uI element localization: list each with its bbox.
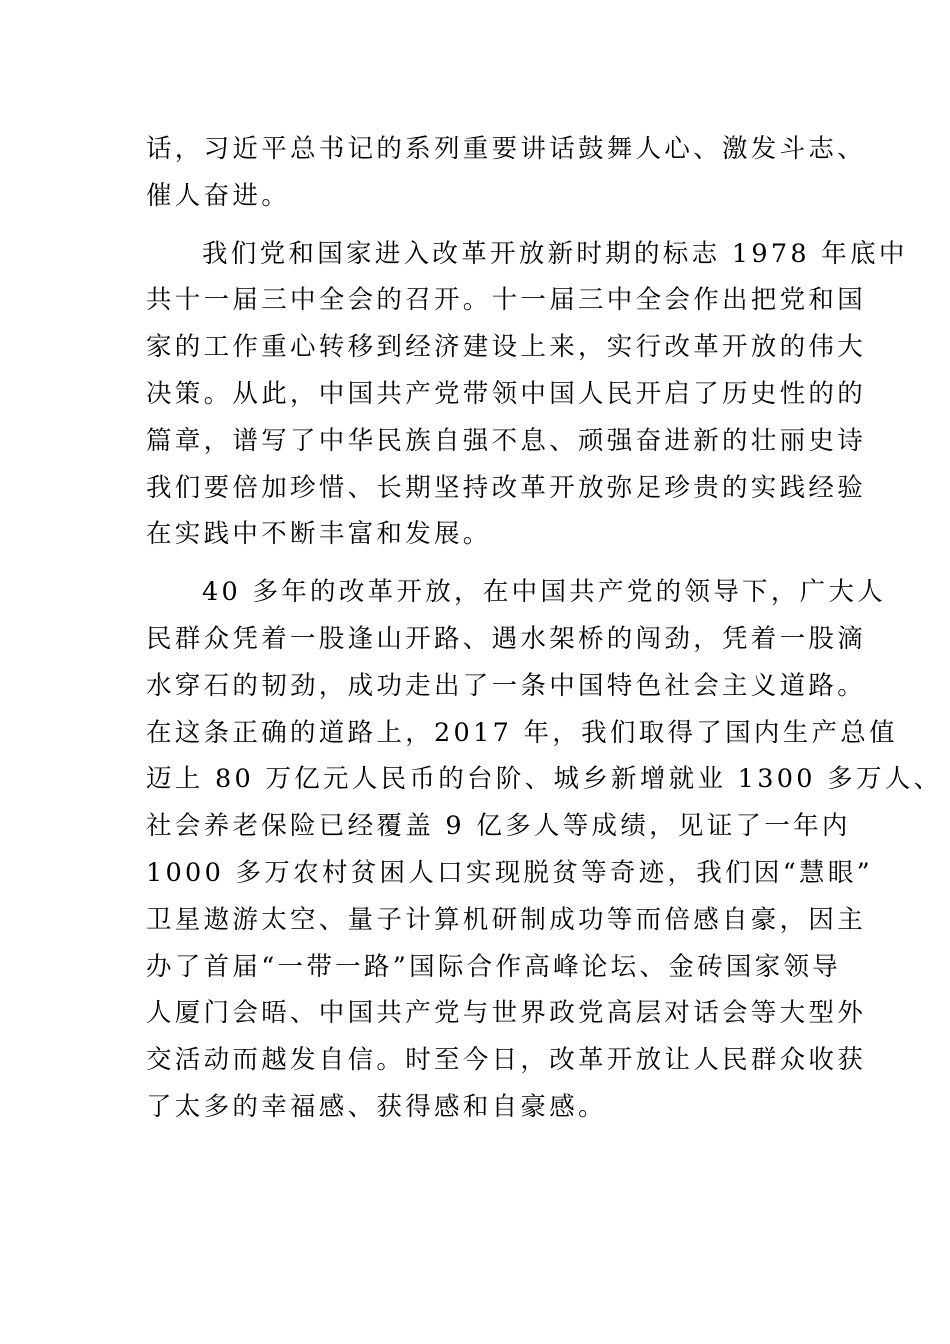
text-line: 人厦门会晤、中国共产党与世界政党高层对话会等大型外 bbox=[146, 998, 867, 1029]
text-line: 决策。从此，中国共产党带领中国人民开启了历史性的的 bbox=[146, 378, 867, 409]
text-line: 了太多的幸福感、获得感和自豪感。 bbox=[146, 1091, 607, 1122]
document-page bbox=[146, 126, 943, 1131]
text-line: 篇章，谱写了中华民族自强不息、顽强奋进新的壮丽史诗 bbox=[146, 425, 867, 456]
text-line: 家的工作重心转移到经济建设上来，实行改革开放的伟大 bbox=[146, 332, 867, 363]
paragraph-3 bbox=[146, 569, 943, 1131]
paragraph-2 bbox=[146, 231, 908, 559]
text-line: 社会养老保险已经覆盖 9 亿多人等成绩，见证了一年内 bbox=[146, 811, 851, 842]
text-line: 共十一届三中全会的召开。十一届三中全会作出把党和国 bbox=[146, 285, 867, 316]
text-line: 我们党和国家进入改革开放新时期的标志 1978 年底中 bbox=[202, 238, 908, 269]
text-line: 1000 多万农村贫困人口实现脱贫等奇迹，我们因“慧眼” bbox=[146, 857, 873, 888]
text-line: 卫星遨游太空、量子计算机研制成功等而倍感自豪，因主 bbox=[146, 904, 867, 935]
text-line: 交活动而越发自信。时至今日，改革开放让人民群众收获 bbox=[146, 1045, 867, 1076]
text-line: 催人奋进。 bbox=[146, 180, 291, 211]
text-line: 40 多年的改革开放，在中国共产党的领导下，广大人 bbox=[202, 577, 887, 608]
text-line: 办了首届“一带一路”国际合作高峰论坛、金砖国家领导 bbox=[146, 951, 842, 982]
text-line: 在实践中不断丰富和发展。 bbox=[146, 519, 492, 550]
text-line: 民群众凭着一股逢山开路、遇水架桥的闯劲，凭着一股滴 bbox=[146, 623, 867, 654]
paragraph-1 bbox=[146, 126, 867, 220]
text-line: 话，习近平总书记的系列重要讲话鼓舞人心、激发斗志、 bbox=[146, 134, 867, 164]
text-line: 迈上 80 万亿元人民币的台阶、城乡新增就业 1300 多万人、 bbox=[146, 764, 943, 795]
text-line: 我们要倍加珍惜、长期坚持改革开放弥足珍贵的实践经验 bbox=[146, 472, 867, 503]
text-line: 在这条正确的道路上，2017 年，我们取得了国内生产总值 bbox=[146, 717, 898, 748]
text-line: 水穿石的韧劲，成功走出了一条中国特色社会主义道路。 bbox=[146, 670, 867, 701]
